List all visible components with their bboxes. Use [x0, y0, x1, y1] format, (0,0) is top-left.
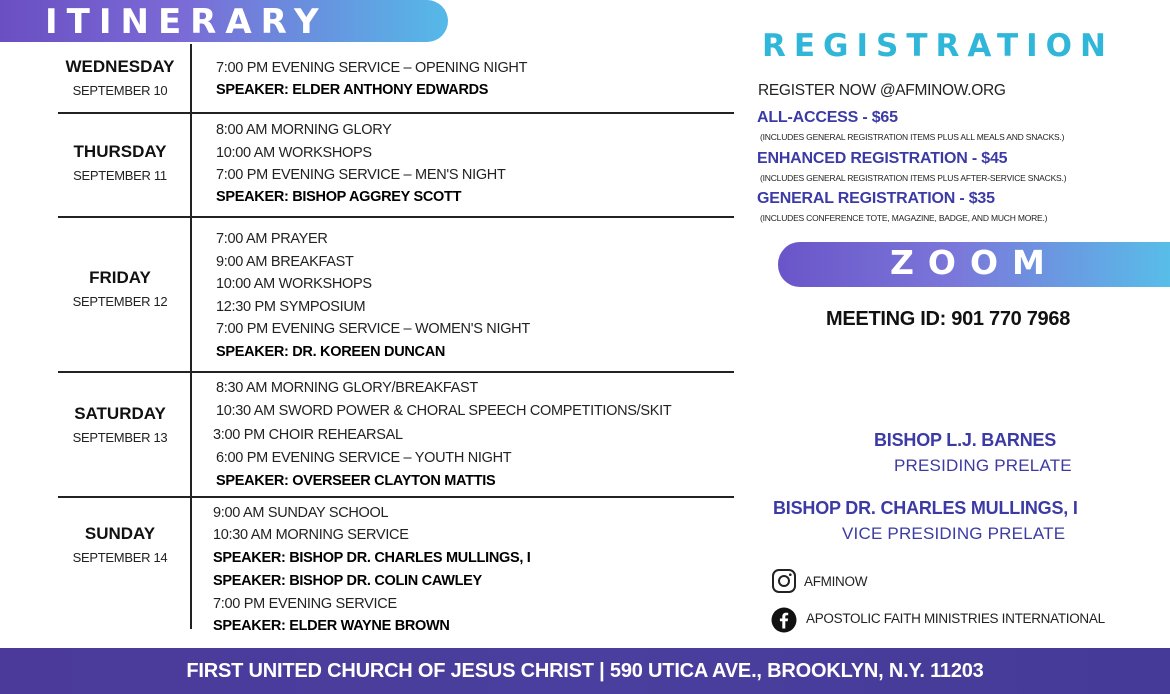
event-item: 6:00 PM EVENING SERVICE – YOUTH NIGHT [216, 450, 512, 466]
tier-note: (INCLUDES GENERAL REGISTRATION ITEMS PLUS AFTER-SERVICE SNACKS.) [760, 173, 1067, 183]
day-friday [50, 268, 190, 309]
itinerary-divider-vertical [190, 44, 192, 629]
itinerary-divider [58, 216, 734, 218]
event-item: 7:00 PM EVENING SERVICE – WOMEN'S NIGHT [216, 321, 530, 337]
speaker-item: SPEAKER: BISHOP AGGREY SCOTT [216, 189, 462, 205]
register-link[interactable]: REGISTER NOW @AFMINOW.ORG [758, 82, 1006, 99]
tier-note: (INCLUDES CONFERENCE TOTE, MAGAZINE, BADGE, AND MUCH MORE.) [760, 213, 1048, 223]
leader-role: VICE PRESIDING PRELATE [842, 524, 1066, 543]
event-item: 7:00 PM EVENING SERVICE – MEN'S NIGHT [216, 167, 506, 183]
event-item: 3:00 PM CHOIR REHEARSAL [213, 427, 403, 443]
footer-address: FIRST UNITED CHURCH OF JESUS CHRIST | 590 UTICA AVE., BROOKLYN, N.Y. 11203 [186, 660, 984, 682]
tier-enhanced: ENHANCED REGISTRATION - $45 [757, 150, 1008, 167]
day-wednesday [50, 57, 190, 98]
event-item: 10:00 AM WORKSHOPS [216, 276, 372, 292]
day-date: SEPTEMBER 12 [72, 294, 168, 309]
tier-all-access: ALL-ACCESS - $65 [757, 109, 898, 126]
day-date: SEPTEMBER 10 [72, 83, 168, 98]
itinerary-divider [58, 496, 734, 498]
leader-name: BISHOP L.J. BARNES [874, 430, 1057, 450]
event-item: 10:00 AM WORKSHOPS [216, 145, 372, 161]
speaker-item: SPEAKER: BISHOP DR. COLIN CAWLEY [213, 573, 482, 589]
event-item: 8:30 AM MORNING GLORY/BREAKFAST [216, 380, 478, 396]
event-item: 7:00 PM EVENING SERVICE – OPENING NIGHT [216, 60, 528, 76]
instagram-icon[interactable] [771, 568, 797, 594]
speaker-item: SPEAKER: OVERSEER CLAYTON MATTIS [216, 473, 496, 489]
registration-title: REGISTRATION [762, 28, 1114, 64]
leader-role: PRESIDING PRELATE [894, 456, 1072, 475]
speaker-item: SPEAKER: BISHOP DR. CHARLES MULLINGS, I [213, 550, 531, 566]
day-sunday [50, 524, 190, 565]
day-date: SEPTEMBER 13 [72, 430, 168, 445]
itinerary-divider [58, 371, 734, 373]
day-thursday [50, 142, 190, 183]
event-item: 12:30 PM SYMPOSIUM [216, 299, 366, 315]
event-item: 7:00 AM PRAYER [216, 231, 328, 247]
event-item: 7:00 PM EVENING SERVICE [213, 596, 397, 612]
day-saturday [50, 404, 190, 445]
speaker-item: SPEAKER: ELDER ANTHONY EDWARDS [216, 82, 489, 98]
day-name: THURSDAY [73, 142, 167, 161]
day-name: FRIDAY [89, 268, 151, 287]
tier-general: GENERAL REGISTRATION - $35 [757, 190, 995, 207]
speaker-item: SPEAKER: ELDER WAYNE BROWN [213, 618, 450, 634]
footer-bar [0, 648, 1170, 694]
day-name: SUNDAY [84, 524, 156, 543]
event-item: 9:00 AM SUNDAY SCHOOL [213, 505, 389, 521]
itinerary-divider [58, 112, 734, 114]
facebook-icon[interactable] [771, 607, 797, 633]
speaker-item: SPEAKER: DR. KOREEN DUNCAN [216, 344, 446, 360]
event-item: 8:00 AM MORNING GLORY [216, 122, 392, 138]
facebook-page[interactable]: APOSTOLIC FAITH MINISTRIES INTERNATIONAL [806, 611, 1105, 626]
tier-note: (INCLUDES GENERAL REGISTRATION ITEMS PLUS ALL MEALS AND SNACKS.) [760, 132, 1065, 142]
day-name: SATURDAY [74, 404, 166, 423]
event-item: 9:00 AM BREAKFAST [216, 254, 354, 270]
zoom-title: ZOOM [890, 243, 1059, 282]
day-name: WEDNESDAY [65, 57, 175, 76]
leader-name: BISHOP DR. CHARLES MULLINGS, I [773, 498, 1078, 518]
event-item: 10:30 AM MORNING SERVICE [213, 527, 409, 543]
itinerary-title: ITINERARY [45, 2, 328, 42]
day-date: SEPTEMBER 14 [72, 550, 168, 565]
meeting-id: MEETING ID: 901 770 7968 [826, 308, 1071, 330]
day-date: SEPTEMBER 11 [73, 168, 167, 183]
event-item: 10:30 AM SWORD POWER & CHORAL SPEECH COMPETITIONS/SKIT [216, 403, 672, 419]
instagram-handle[interactable]: AFMINOW [804, 574, 868, 589]
